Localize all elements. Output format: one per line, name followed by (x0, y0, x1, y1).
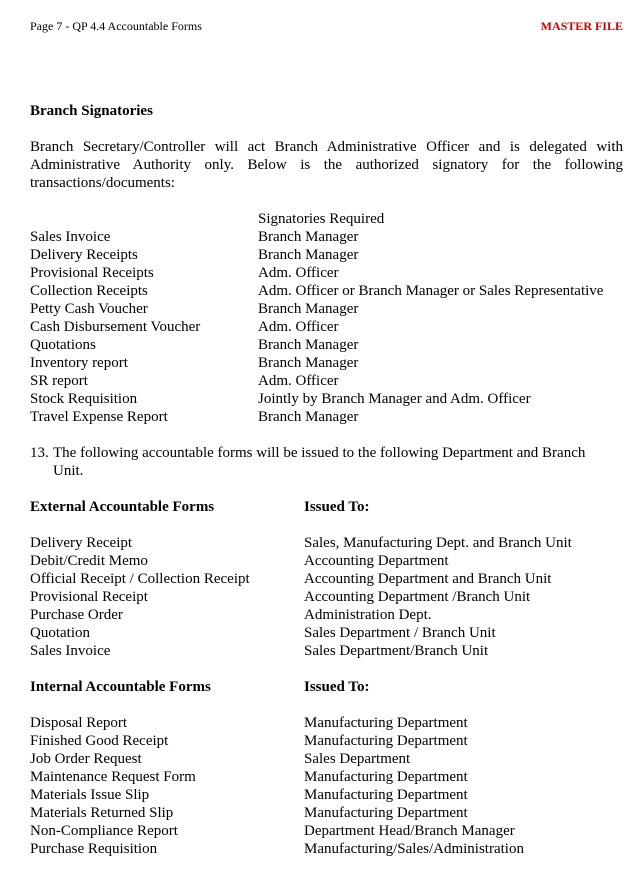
signatory-row-value: Adm. Officer or Branch Manager or Sales Representative (258, 283, 604, 299)
internal-form-row-label: Non-Compliance Report (30, 823, 178, 839)
signatory-row-value: Branch Manager (258, 301, 359, 317)
signatory-row-value: Branch Manager (258, 409, 359, 425)
signatory-row-value: Branch Manager (258, 337, 359, 353)
signatory-row-label: Cash Disbursement Voucher (30, 319, 201, 335)
internal-form-row (30, 804, 623, 822)
external-form-row (30, 624, 623, 642)
internal-forms-header (30, 678, 623, 696)
internal-form-row-value: Department Head/Branch Manager (304, 823, 515, 839)
page-reference: Page 7 - QP 4.4 Accountable Forms (30, 19, 202, 33)
signatories-required-label: Signatories Required (258, 211, 385, 227)
item-13-number: 13. (30, 445, 49, 461)
signatory-row (30, 264, 623, 282)
internal-form-row (30, 732, 623, 750)
branch-signatories-heading: Branch Signatories (30, 103, 153, 119)
external-form-row-value: Accounting Department /Branch Unit (304, 589, 531, 605)
signatory-row-label: SR report (30, 373, 88, 389)
external-form-row (30, 642, 623, 660)
external-form-row (30, 534, 623, 552)
external-form-row (30, 606, 623, 624)
external-form-row-label: Provisional Receipt (30, 589, 148, 605)
external-form-row (30, 552, 623, 570)
internal-form-row (30, 840, 623, 858)
signatory-row-label: Stock Requisition (30, 391, 138, 407)
internal-form-row-label: Job Order Request (30, 751, 142, 767)
internal-issued-to-heading: Issued To: (304, 679, 370, 695)
internal-form-row-value: Manufacturing Department (304, 787, 468, 803)
signatories-column-header (30, 210, 623, 228)
signatory-row-label: Sales Invoice (30, 229, 111, 245)
signatory-row-label: Quotations (30, 337, 96, 353)
external-issued-to-heading: Issued To: (304, 499, 370, 515)
signatory-row-label: Travel Expense Report (30, 409, 168, 425)
signatory-row-label: Provisional Receipts (30, 265, 154, 281)
signatory-row-value: Branch Manager (258, 355, 359, 371)
signatory-row (30, 408, 623, 426)
signatories-table (30, 228, 623, 426)
signatory-row (30, 300, 623, 318)
internal-form-row-label: Purchase Requisition (30, 841, 158, 857)
internal-form-row (30, 786, 623, 804)
signatory-row-label: Collection Receipts (30, 283, 148, 299)
internal-form-row-label: Disposal Report (30, 715, 128, 731)
signatory-row (30, 336, 623, 354)
internal-form-row-label: Materials Issue Slip (30, 787, 150, 803)
signatory-row-value: Adm. Officer (258, 265, 339, 281)
external-forms-heading: External Accountable Forms (30, 499, 215, 515)
signatory-row (30, 372, 623, 390)
page-header (30, 19, 623, 35)
external-form-row-label: Sales Invoice (30, 643, 111, 659)
internal-form-row (30, 822, 623, 840)
internal-form-row-value: Manufacturing Department (304, 769, 468, 785)
internal-form-row-value: Sales Department (304, 751, 411, 767)
item-13-text: The following accountable forms will be issued to the following Department and Branch Unit. (53, 445, 586, 479)
signatory-row-value: Jointly by Branch Manager and Adm. Officer (258, 391, 531, 407)
external-form-row-value: Accounting Department and Branch Unit (304, 571, 552, 587)
internal-form-row-label: Maintenance Request Form (30, 769, 196, 785)
signatory-row-value: Adm. Officer (258, 319, 339, 335)
external-form-row-label: Debit/Credit Memo (30, 553, 148, 569)
signatory-row (30, 318, 623, 336)
signatory-row-label: Petty Cash Voucher (30, 301, 148, 317)
external-form-row-label: Quotation (30, 625, 90, 641)
signatory-row-value: Branch Manager (258, 229, 359, 245)
signatory-row (30, 282, 623, 300)
signatory-row (30, 228, 623, 246)
internal-form-row (30, 714, 623, 732)
master-file-label: MASTER FILE (540, 19, 623, 33)
internal-form-row (30, 750, 623, 768)
external-form-row (30, 588, 623, 606)
internal-form-row-value: Manufacturing/Sales/Administration (304, 841, 524, 857)
internal-form-row (30, 768, 623, 786)
external-form-row (30, 570, 623, 588)
signatory-row (30, 354, 623, 372)
external-forms-header (30, 498, 623, 516)
internal-form-row-label: Finished Good Receipt (30, 733, 169, 749)
external-forms-table (30, 534, 623, 660)
signatory-row-value: Branch Manager (258, 247, 359, 263)
internal-form-row-value: Manufacturing Department (304, 715, 468, 731)
signatory-row-label: Delivery Receipts (30, 247, 138, 263)
external-form-row-value: Sales Department / Branch Unit (304, 625, 496, 641)
signatory-row (30, 390, 623, 408)
internal-form-row-label: Materials Returned Slip (30, 805, 174, 821)
signatory-row-value: Adm. Officer (258, 373, 339, 389)
internal-forms-heading: Internal Accountable Forms (30, 679, 211, 695)
internal-forms-table (30, 714, 623, 858)
external-form-row-label: Purchase Order (30, 607, 123, 623)
internal-form-row-value: Manufacturing Department (304, 733, 468, 749)
external-form-row-value: Sales, Manufacturing Dept. and Branch Unit (304, 535, 572, 551)
item-13 (30, 444, 608, 480)
external-form-row-label: Official Receipt / Collection Receipt (30, 571, 250, 587)
signatory-row (30, 246, 623, 264)
external-form-row-value: Sales Department/Branch Unit (304, 643, 489, 659)
external-form-row-label: Delivery Receipt (30, 535, 133, 551)
branch-signatories-paragraph: Branch Secretary/Controller will act Branch Administrative Officer and is delegated with Administrative Authority only. Below is the authorized signatory for the following transactions/documents: (30, 139, 623, 191)
signatory-row-label: Inventory report (30, 355, 128, 371)
document-body (30, 102, 623, 858)
internal-form-row-value: Manufacturing Department (304, 805, 468, 821)
external-form-row-value: Administration Dept. (304, 607, 432, 623)
external-form-row-value: Accounting Department (304, 553, 449, 569)
